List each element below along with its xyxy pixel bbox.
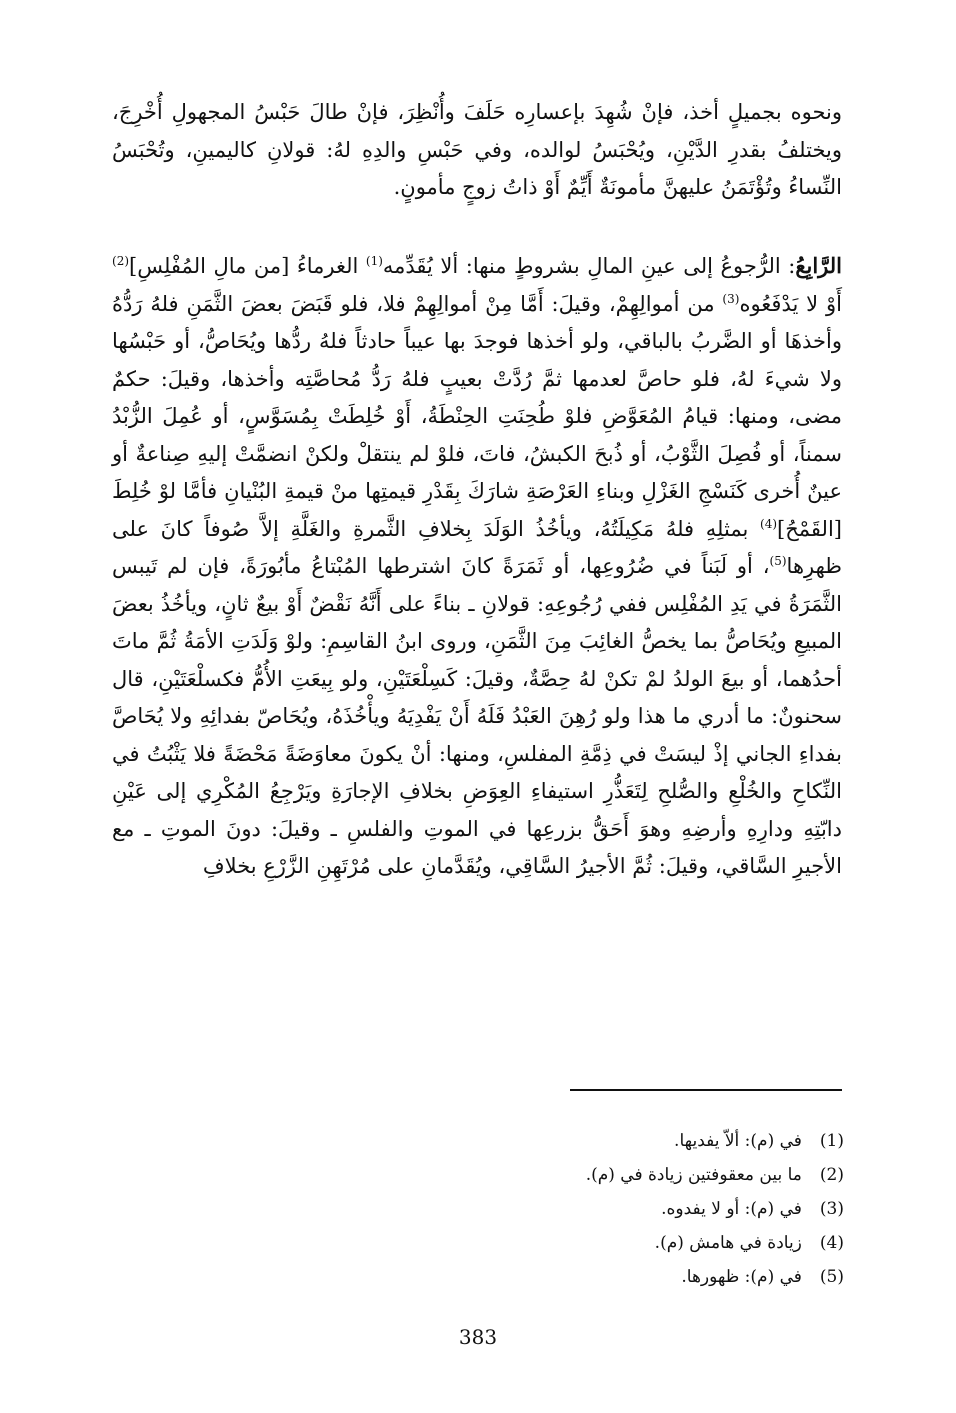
paragraph-2-text-1: : الرُّجوعُ إلى عينِ المالِ بشروطٍ منها: ألا يُقَدِّمه: [382, 254, 796, 278]
footnote-number: (1): [819, 1131, 844, 1151]
paragraph-1: ونحوه بجميلٍ أخذ، فإنْ شُهِدَ بإعسارِه حَلَفَ وأُنْظِرَ، فإنْ طالَ حَبْسُ المجهولِ أُخْرِجَ، ويختلفُ بقدرِ الدَّيْنِ، ويُحْبَسُ لوالده، وفي حَبْسِ والدِهِ لهُ: قولانِ كاليمينِ، وتُحْبَسُ النِّساءُ وتُؤْتَمَنُ عليهنَّ مأمونَةٌ أَيِّمٌ أَوْ ذاتُ زوجٍ مأمونٍ.: [112, 100, 842, 199]
footnote-text: ما بين معقوفتين زيادة في (م).: [585, 1165, 802, 1185]
footnotes: [344, 1124, 844, 1294]
footnote-ref-1: (1): [365, 254, 383, 268]
paragraph-lead-word: الرَّابِعُ: [795, 253, 842, 278]
footnote-ref-3: (3): [722, 291, 740, 306]
paragraph-2-text-5: بمثلِهِ فلهُ مَكِيلَتُهُ، ويأخُذُ الوَلَدَ بِخلافِ الثَّمرةِ والغَلَّةِ إلاَّ صُوفاً كانَ على ظهرِها: [112, 516, 842, 578]
paragraph-2-text-6: ، أو لَبَناً في ضُرُوعِها، أو ثَمَرَةً كانَ اشترطها المُبْتاعُ مأبُورَةً، فإن لم تَيبس الثَّمَرَةُ في يَدِ المُفْلِس ففي رُجُوعِهِ: قولانِ ـ بناءً على أَنَّهُ نَقْضٌ أَوْ بيعٌ ثانٍ، ويأخُذُ بعضَ المبيعِ ويُحَاصُّ بما يخصُّ الغائِبَ مِنَ الثَّمَنِ، وروى ابنُ القاسِمِ: ولوْ وَلَدَتِ الأمَةُ ثُمَّ ماتَ أحدُهما، أو بيعَ الولدُ لمْ تكنْ لهُ حِصَّةٌ، وقيلَ: كَسِلْعَتَيْنِ، ولو بِيعَتِ الأُمُّ فكسلْعَتَيْنِ، قال سحنونٌ: ما أدري ما هذا ولو رُهِنَ العَبْدُ فَلَهُ أَنْ يَفْدِيَهُ ويأْخُذَهُ، ويُحَاصّ بفدائِهِ ولا يُحَاصَّ بفداءِ الجاني إذْ ليسَتْ في ذِمَّةِ المفلسِ، ومنها: أنْ يكونَ معاوَضَةً مَحْضَةً فلا يَثْبُتُ في النِّكاحِ والخُلْعِ والصُّلحِ لِتَعَذُّرِ استيفاءِ العِوَضِ بخلافِ الإجارَةِ ويَرْجِعُ المُكْرِي إلى عَيْنِ دابّتِهِ ودارِهِ وأرضِهِ وهوَ أَحَقُّ بزرعِها في الموتِ والفلسِ ـ وقيلَ: دونَ الموتِ ـ مع الأجيرِ السَّاقي، وقيلَ: ثُمَّ الأجيرُ السَّاقِي، ويُقَدَّمانِ على مُرْتَهِنِ الزَّرْعِ بخلافِ: [112, 554, 842, 878]
footnote-text: في (م): ظهورها.: [681, 1267, 802, 1287]
footnote-ref-2: (2): [112, 254, 130, 268]
paragraph-2-text-4: من أموالِهِمْ، وقيلَ: أَمَّا مِنْ أموالِهِمْ فلا، فلو قَبَضَ بعضَ الثَّمَنِ فلهُ رَدُّهُ وأخذهَا أو الضَّربُ بالباقي، ولو أخذها فوجدَ بها عيباً حادثاً فلهُ ردُّها ويُحَاصُّ، أو حَبْسُها ولا شيءَ لهُ، فلو حاصَّ لعدمها ثمَّ رُدَّتْ بعيبٍ فلهُ رَدُّ مُحاصَّتِه وأخذها، وقيلَ: حكمٌ مضى، ومنها: قيامُ المُعَوَّضِ فلوْ طُحِنَتِ الحِنْطَةُ، أَوْ خُلِطَتْ بِمُسَوَّسٍ، أو عُمِلَ الزُّبْدُ سمناً، أو فُصِلَ الثَّوْبُ، أو ذُبحَ الكبشُ، فاتَ، فلوْ لم ينتقلْ ولكنْ انضمَّتْ إليهِ صِناعةٌ أو عينٌ أُخرى كَنَسْجِ الغَزْلِ وبناءِ العَرْصَةِ شارَكَ بِقَدْرِ قيمتِها منْ قيمةِ البُنْيانِ فأمَّا لوْ خُلِطَ [القَمْحُ]: [112, 291, 842, 541]
footnote-text: في (م): أو لا يفدوه.: [661, 1199, 802, 1219]
paragraph-2: [112, 247, 842, 886]
footnote-item: [344, 1226, 844, 1260]
footnote-item: [344, 1192, 844, 1226]
footnote-ref-4: (4): [760, 516, 778, 531]
paragraph-2-text-2: الغرماءُ [من مالِ المُفْلِسِ]: [129, 254, 366, 278]
footnote-number: (4): [819, 1233, 844, 1253]
footnote-separator: [570, 1089, 842, 1091]
footnote-item: [344, 1124, 844, 1158]
paragraph-2-text-3: أَوْ لا يَدْفَعُوه: [739, 291, 842, 316]
footnote-number: (2): [819, 1165, 844, 1185]
footnote-text: زيادة في هامش (م).: [654, 1233, 802, 1253]
footnote-item: [344, 1158, 844, 1192]
page-number: 383: [458, 1325, 498, 1349]
footnote-text: في (م): ألاّ يفديها.: [674, 1131, 802, 1151]
footnote-ref-5: (5): [769, 554, 787, 568]
footnote-number: (3): [819, 1199, 844, 1219]
footnote-number: (5): [819, 1267, 844, 1287]
footnote-item: [344, 1260, 844, 1294]
